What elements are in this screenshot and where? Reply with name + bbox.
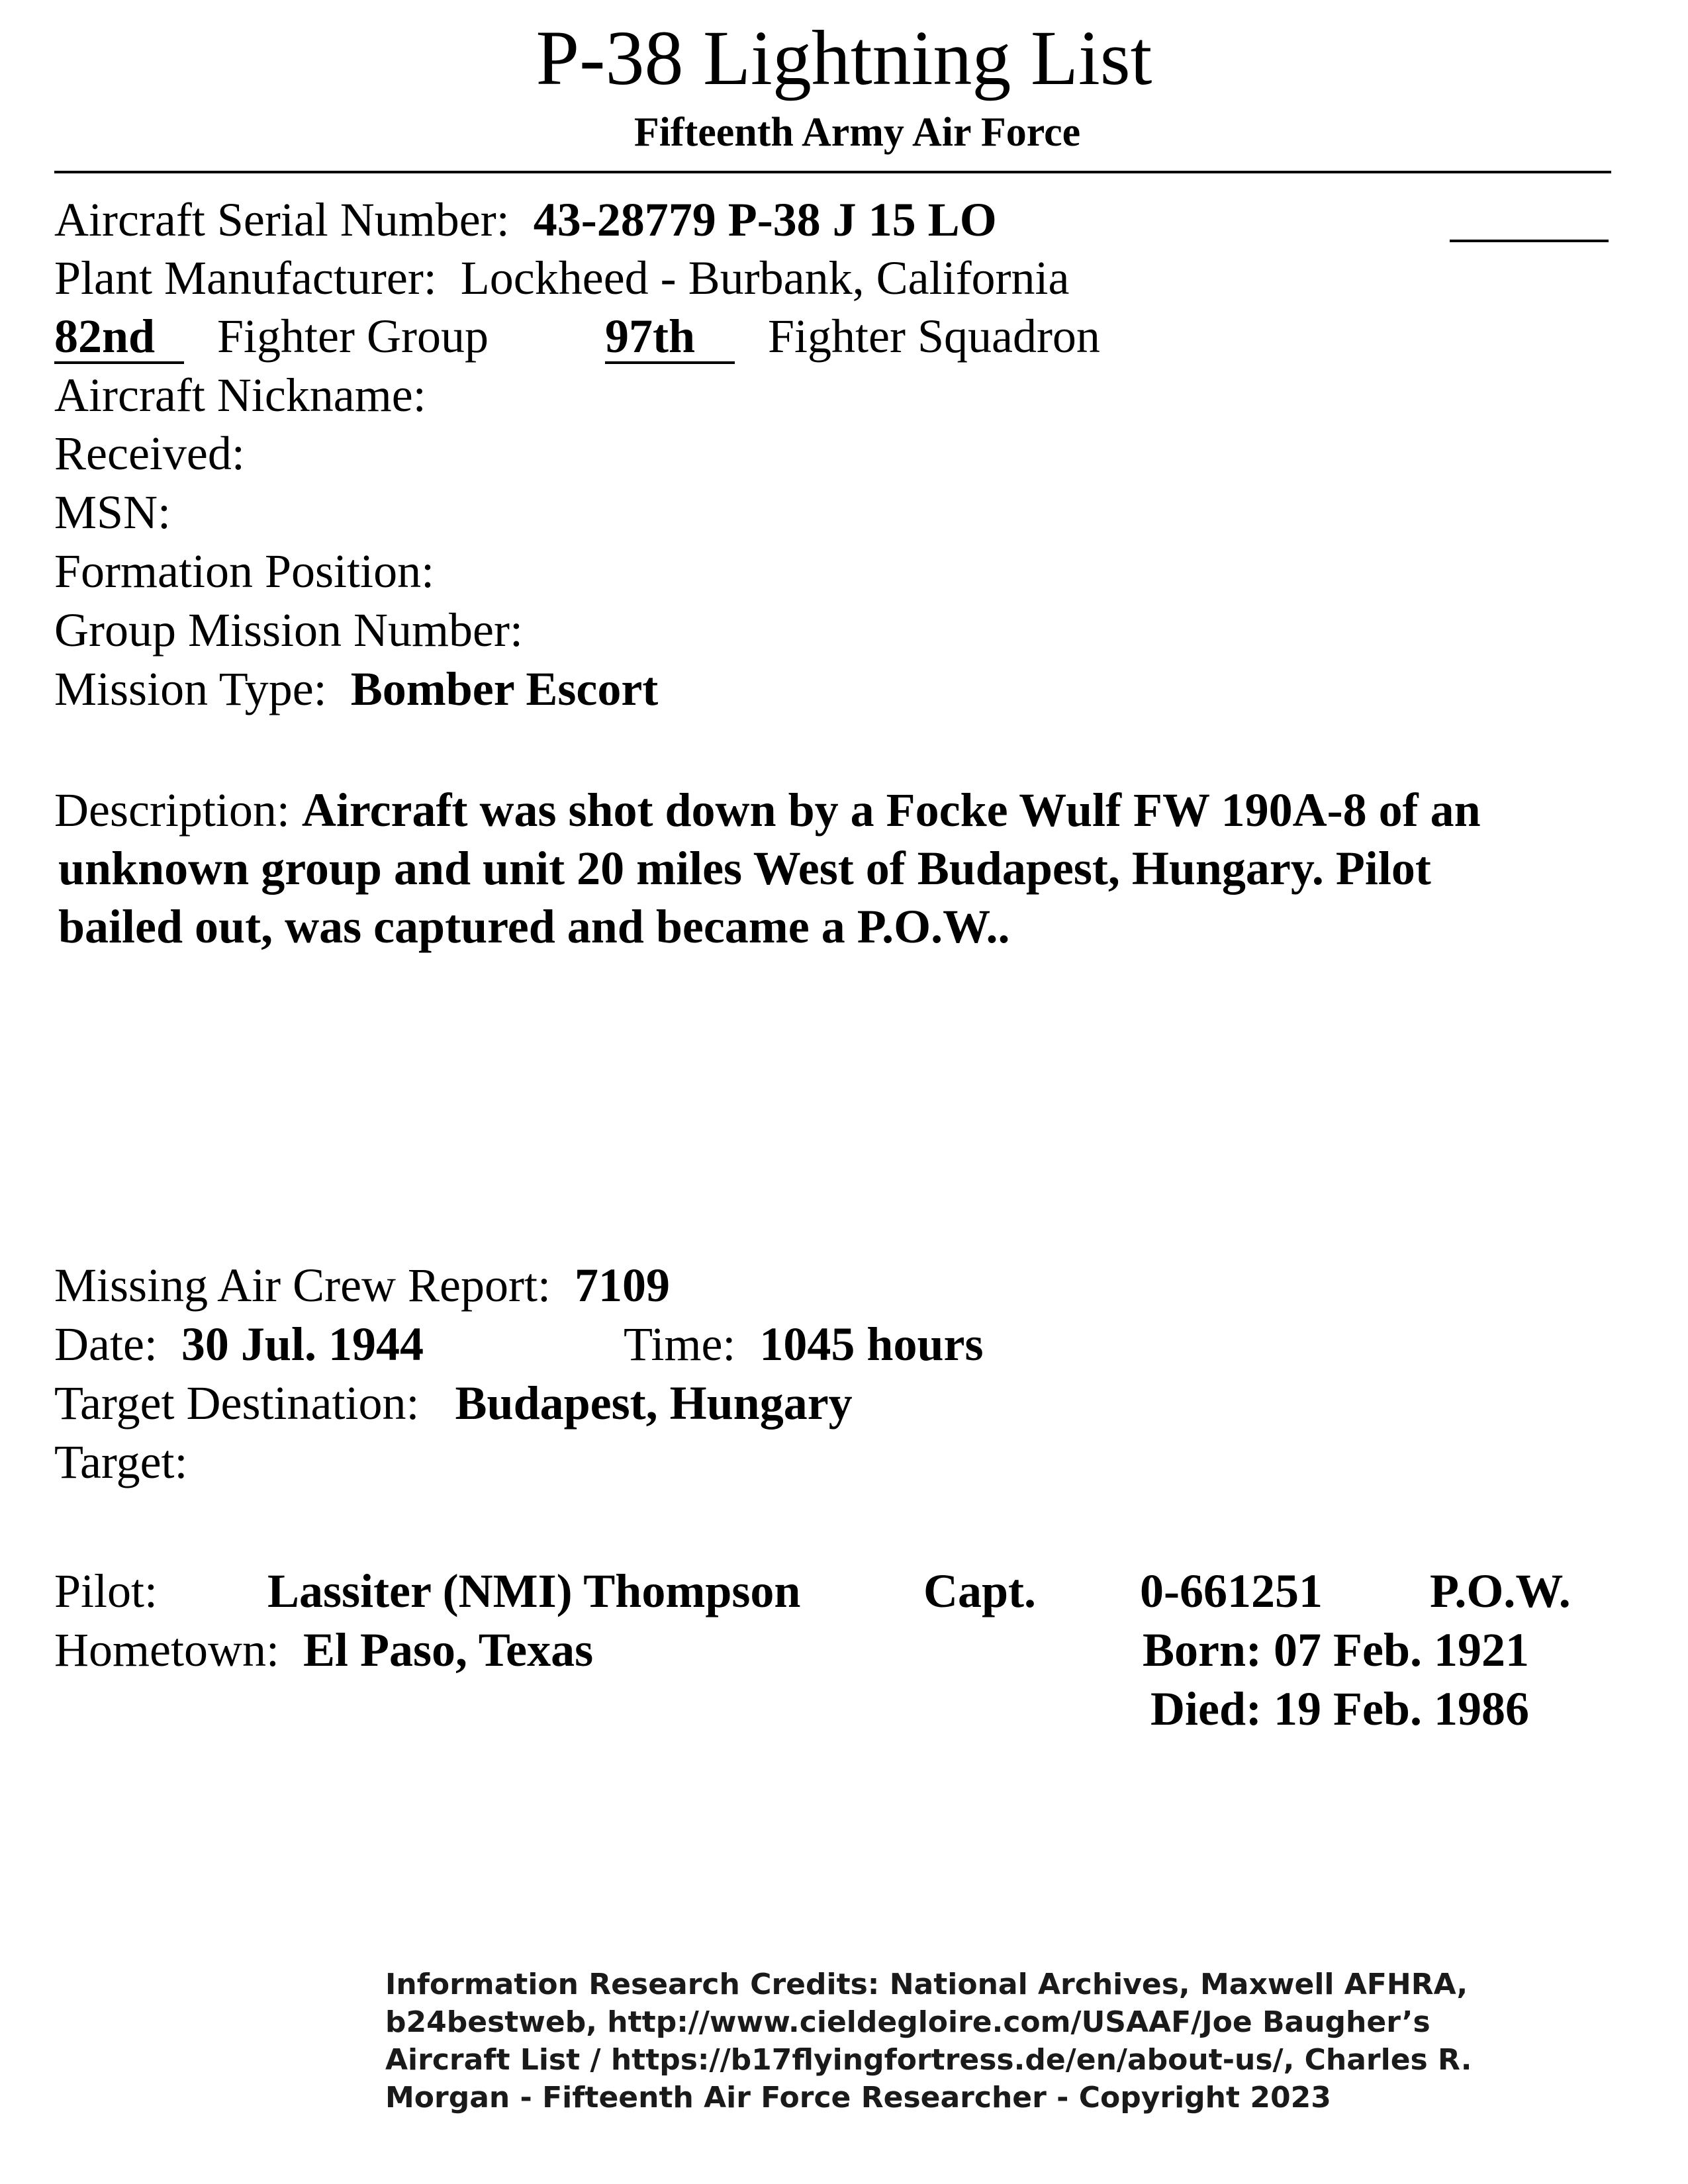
page-subtitle: Fifteenth Army Air Force — [633, 110, 1081, 155]
target-destination-row — [54, 1374, 853, 1432]
target-row — [54, 1433, 188, 1491]
blank-underline — [1450, 240, 1609, 242]
target-destination-value: Budapest, Hungary — [455, 1377, 853, 1430]
formation-label: Formation Position: — [54, 545, 435, 598]
macr-label: Missing Air Crew Report: — [54, 1259, 551, 1312]
group-label: Fighter Group — [217, 310, 489, 363]
page-title: P-38 Lightning List — [536, 15, 1152, 101]
header-divider — [54, 171, 1611, 173]
target-label: Target: — [54, 1435, 188, 1488]
date-value: 30 Jul. 1944 — [181, 1318, 424, 1371]
credits-line-2: b24bestweb, http://www.cieldegloire.com/USAAF/Joe Baugher’s — [385, 2005, 1430, 2039]
group-mission-label: Group Mission Number: — [54, 604, 523, 657]
msn-row — [54, 483, 171, 541]
nickname-row — [54, 366, 426, 424]
pilot-born: Born: 07 Feb. 1921 — [1143, 1623, 1529, 1676]
squadron-label: Fighter Squadron — [767, 310, 1100, 363]
pilot-died: Died: 19 Feb. 1986 — [1150, 1682, 1529, 1735]
manufacturer-value: Lockheed - Burbank, California — [460, 251, 1070, 304]
hometown-value: El Paso, Texas — [303, 1623, 594, 1676]
time-row — [624, 1315, 983, 1373]
serial-row — [54, 191, 997, 249]
target-destination-label: Target Destination: — [54, 1377, 420, 1430]
pilot-serial: 0-661251 — [1140, 1565, 1323, 1617]
msn-label: MSN: — [54, 486, 171, 539]
pilot-label: Pilot: — [54, 1565, 158, 1617]
pilot-rank: Capt. — [923, 1565, 1037, 1617]
description-line-3: bailed out, was captured and became a P.O.W.. — [58, 900, 1010, 953]
mission-type-row — [54, 660, 658, 718]
pilot-name: Lassiter (NMI) Thompson — [267, 1565, 801, 1617]
macr-value: 7109 — [575, 1259, 670, 1312]
serial-label: Aircraft Serial Number: — [54, 193, 510, 246]
time-value: 1045 hours — [759, 1318, 984, 1371]
description-line-2: unknown group and unit 20 miles West of Budapest, Hungary. Pilot — [58, 842, 1431, 895]
mission-type-label: Mission Type: — [54, 662, 327, 715]
squadron-value: 97th — [605, 312, 735, 364]
credits-line-4: Morgan - Fifteenth Air Force Researcher - Copyright 2023 — [385, 2081, 1331, 2115]
research-credits — [385, 1966, 1472, 2116]
received-label: Received: — [54, 427, 245, 480]
group-mission-row — [54, 601, 523, 659]
group-value: 82nd — [54, 312, 184, 364]
description-line-1: Aircraft was shot down by a Focke Wulf FW 190A-8 of an — [301, 784, 1481, 837]
hometown-label: Hometown: — [54, 1623, 279, 1676]
formation-row — [54, 542, 434, 600]
date-label: Date: — [54, 1318, 158, 1371]
manufacturer-row — [54, 249, 1069, 307]
description-label: Description: — [54, 784, 290, 837]
date-row — [54, 1315, 424, 1373]
group-squadron-row — [54, 307, 1100, 365]
hometown-row — [54, 1621, 593, 1679]
mission-type-value: Bomber Escort — [350, 662, 659, 715]
manufacturer-label: Plant Manufacturer: — [54, 251, 437, 304]
description-block — [54, 781, 1481, 956]
serial-value: 43-28779 P-38 J 15 LO — [533, 193, 997, 246]
credits-line-3: Aircraft List / https://b17flyingfortress.de/en/about-us/, Charles R. — [385, 2043, 1472, 2077]
time-label: Time: — [624, 1318, 736, 1371]
macr-row — [54, 1256, 670, 1314]
nickname-label: Aircraft Nickname: — [54, 369, 426, 422]
pilot-status: P.O.W. — [1430, 1565, 1571, 1617]
received-row — [54, 424, 245, 482]
credits-line-1: Information Research Credits: National Archives, Maxwell AFHRA, — [385, 1968, 1468, 2001]
